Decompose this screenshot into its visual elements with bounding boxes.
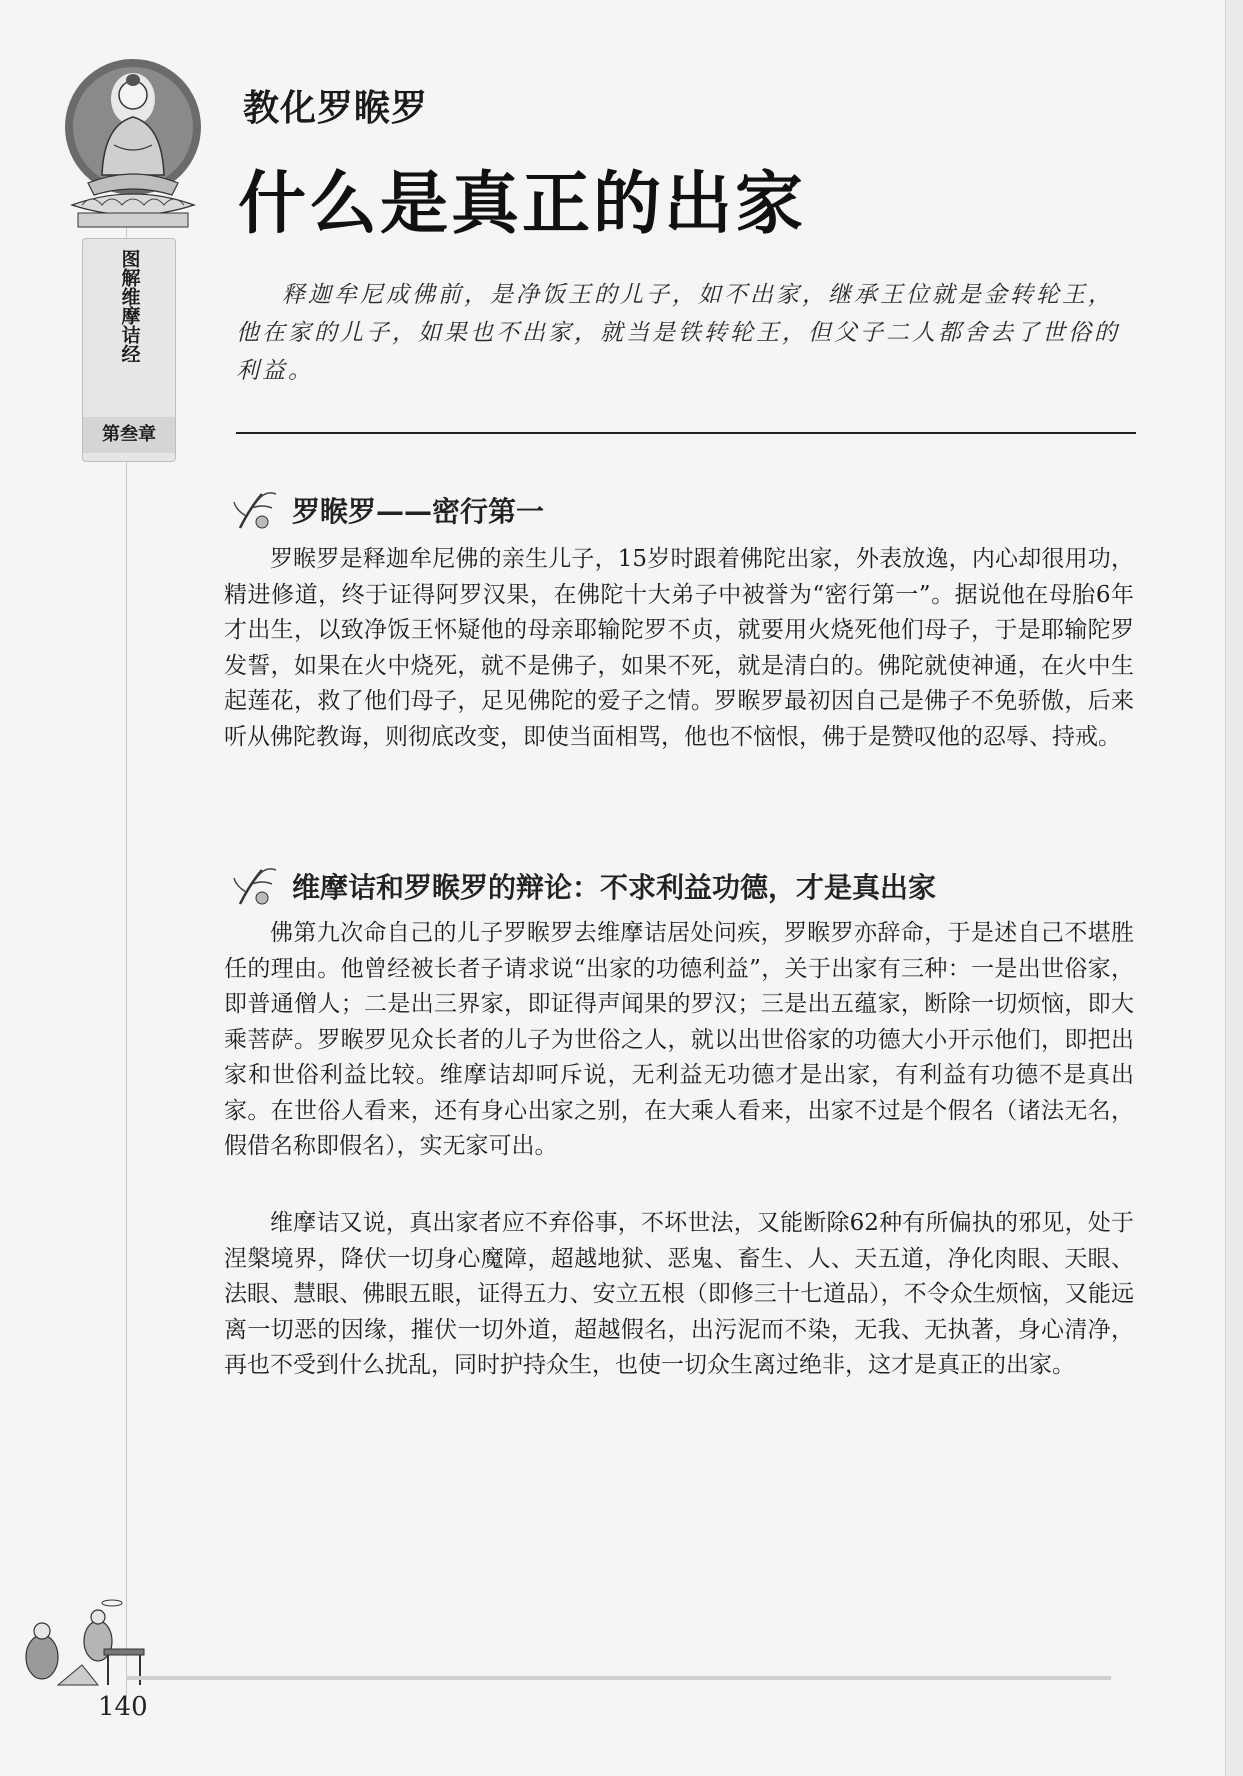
buddha-illustration [52, 55, 214, 235]
section-heading-2 [232, 864, 936, 908]
intro-paragraph: 释迦牟尼成佛前，是净饭王的儿子，如不出家，继承王位就是金转轮王，他在家的儿子，如果也不出家，就当是铁转轮王，但父子二人都舍去了世俗的利益。 [236, 282, 1120, 384]
section-heading-text: 罗睺罗——密行第一 [292, 495, 545, 528]
footer-divider [126, 1676, 1111, 1680]
series-title-text: 图解维摩诘经 [118, 249, 141, 363]
series-title [83, 249, 175, 409]
chapter-badge: 第叁章 [83, 417, 175, 453]
body-paragraph: 罗睺罗是释迦牟尼佛的亲生儿子，15岁时跟着佛陀出家，外表放逸，内心却很用功，精进修道，终于证得阿罗汉果，在佛陀十大弟子中被誉为“密行第一”。据说他在母胎6年才出生，以致净饭王怀疑他的母亲耶输陀罗不贞，就要用火烧死他们母子，于是耶输陀罗发誓，如果在火中烧死，就不是佛子，如果不死，就是清白的。佛陀就使神通，在火中生起莲花，救了他们母子，足见佛陀的爱子之情。罗睺罗最初因自己是佛子不免骄傲，后来听从佛陀教诲，则彻底改变，即使当面相骂，他也不恼恨，佛于是赞叹他的忍辱、持戒。 [224, 546, 1134, 750]
chapter-tab [82, 238, 176, 462]
section-heading-1 [232, 488, 544, 532]
page-edge [1225, 0, 1243, 1776]
page-title: 什么是真正的出家 [238, 165, 807, 244]
figures-illustration [12, 1595, 152, 1695]
body-paragraph: 维摩诘又说，真出家者应不弃俗事，不坏世法，又能断除62种有所偏执的邪见，处于涅槃境界，降伏一切身心魔障，超越地狱、恶鬼、畜生、人、天五道，净化肉眼、天眼、法眼、慧眼、佛眼五眼，证得五力、安立五根（即修三十七道品），不令众生烦恼，又能远离一切恶的因缘，摧伏一切外道，超越假名，出污泥而不染，无我、无执著，身心清净，再也不受到什么扰乱，同时护持众生，也使一切众生离过绝非，这才是真正的出家。 [224, 1210, 1134, 1378]
bamboo-icon [232, 488, 280, 532]
page-number: 140 [98, 1692, 148, 1722]
body-paragraph: 佛第九次命自己的儿子罗睺罗去维摩诘居处问疾，罗睺罗亦辞命，于是述自己不堪胜任的理由。他曾经被长者子请求说“出家的功德利益”，关于出家有三种：一是出世俗家，即普通僧人；二是出三界家，即证得声闻果的罗汉；三是出五蕴家，断除一切烦恼，即大乘菩萨。罗睺罗见众长者的儿子为世俗之人，就以出世俗家的功德大小开示他们，即把出家和世俗利益比较。维摩诘却呵斥说，无利益无功德才是出家，有利益有功德不是真出家。在世俗人看来，还有身心出家之别，在大乘人看来，出家不过是个假名（诸法无名，假借名称即假名），实无家可出。 [224, 920, 1134, 1159]
bamboo-icon [232, 864, 280, 908]
header-divider [236, 432, 1136, 434]
page-subtitle: 教化罗睺罗 [243, 88, 429, 129]
section-heading-text: 维摩诘和罗睺罗的辩论：不求利益功德，才是真出家 [292, 871, 937, 904]
